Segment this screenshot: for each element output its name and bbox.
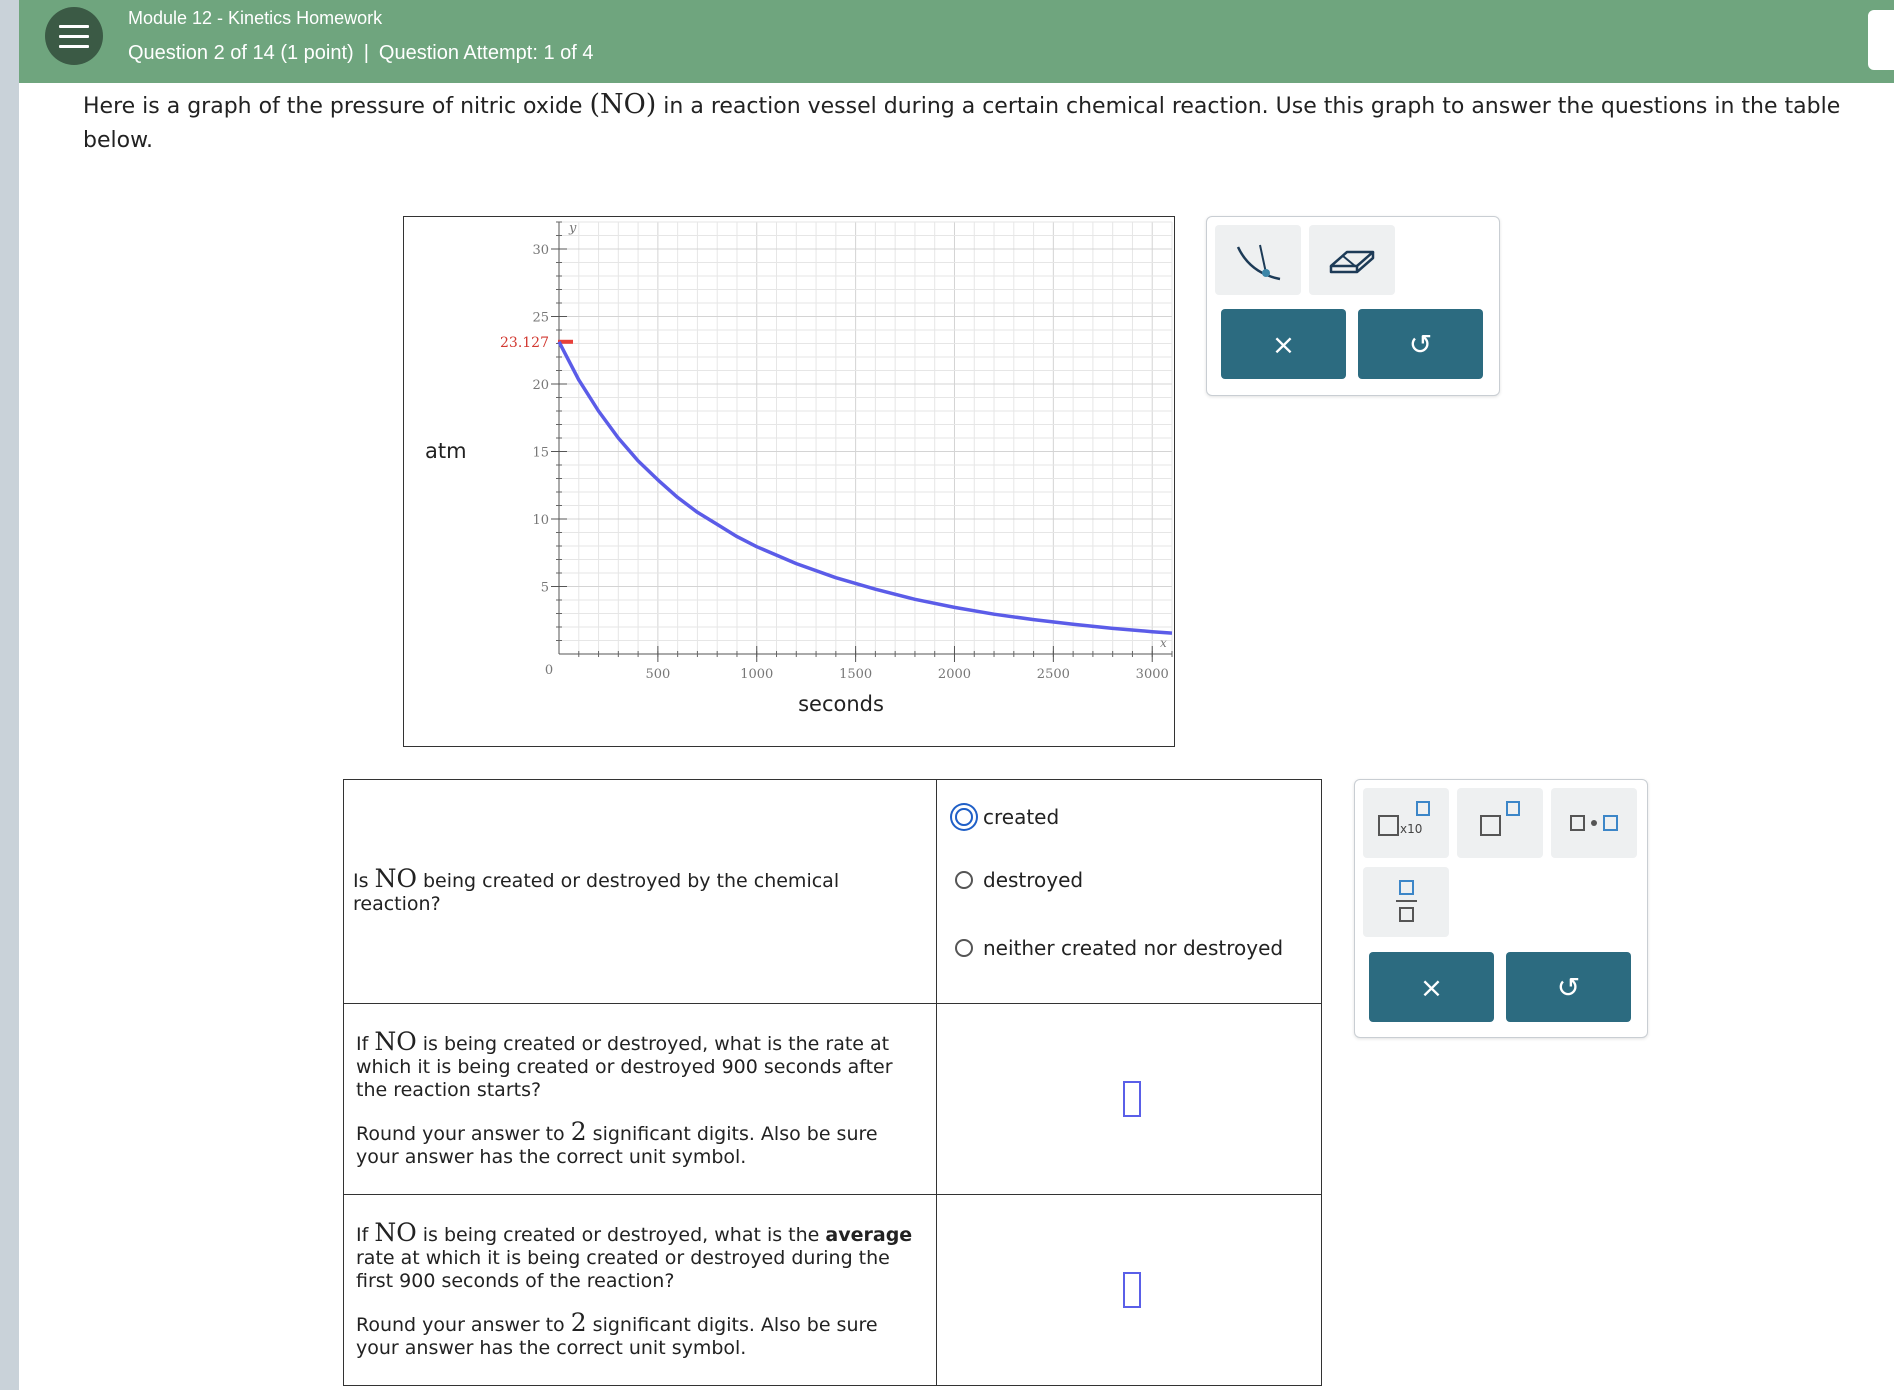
question-number: Question 2 of 14 (1 point) <box>128 42 354 64</box>
multiply-dot-button[interactable] <box>1551 788 1637 858</box>
question-1-cell: Is NO being created or destroyed by the chemical reaction? <box>344 780 937 1004</box>
x-tick-label: 500 <box>645 667 671 682</box>
x-tick-label: 2500 <box>1036 667 1070 682</box>
question-2-cell: If NO is being created or destroyed, what is the rate at which it is being created or destroyed 900 seconds after the reaction starts? Round your answer to 2 significant digits. Also be sure your answer has the correct unit symbol. <box>344 1004 937 1195</box>
curve-tool-button[interactable] <box>1215 225 1301 295</box>
chemical-formula: (NO) <box>589 89 657 120</box>
table-row <box>344 1004 1322 1195</box>
multiply-dot-icon <box>1551 788 1637 858</box>
attempt-info: Question Attempt: 1 of 4 <box>378 42 594 64</box>
y-axis-label: atm <box>425 439 467 463</box>
pressure-graph[interactable] <box>403 216 1175 747</box>
math-input-panel <box>1354 779 1648 1038</box>
answer-3-cell <box>937 1195 1322 1386</box>
y-tick-label: 20 <box>532 378 549 393</box>
y-tick-label: 30 <box>532 243 549 258</box>
x-tick-label: 0 <box>544 663 554 678</box>
radio-neither[interactable] <box>955 939 973 957</box>
x-tick-label: 2000 <box>937 667 972 682</box>
header-separator: | <box>363 42 369 64</box>
average-rate-answer-input[interactable] <box>1123 1272 1141 1308</box>
fraction-button[interactable] <box>1363 867 1449 937</box>
y-tick-label: 10 <box>532 513 549 528</box>
y-tick-label: 15 <box>532 445 549 461</box>
sci-notation-label: x10 <box>1400 822 1423 836</box>
undo-input-button[interactable]: ↺ <box>1506 952 1631 1022</box>
chemical-formula: NO <box>374 864 417 893</box>
x-tick-label: 1000 <box>740 667 774 682</box>
left-edge-bar <box>0 0 19 1390</box>
series-line-no-pressure <box>559 342 1172 633</box>
radio-created[interactable] <box>955 808 973 826</box>
pressure-chart[interactable] <box>404 217 1174 746</box>
question-intro: Here is a graph of the pressure of nitric oxide (NO) in a reaction vessel during a certain chemical reaction. Use this graph to answer the questions in the table below. <box>83 89 1841 153</box>
x-tick-label: 1500 <box>839 667 873 682</box>
superscript-icon <box>1457 788 1543 858</box>
hamburger-icon <box>59 25 89 28</box>
clear-graph-button[interactable]: × <box>1221 309 1346 379</box>
chemical-formula: NO <box>374 1217 417 1247</box>
x-axis-label: seconds <box>798 692 884 716</box>
option-destroyed[interactable]: destroyed <box>955 868 1083 892</box>
eraser-tool-button[interactable] <box>1309 225 1395 295</box>
chemical-formula: NO <box>374 1026 417 1056</box>
option-neither[interactable]: neither created nor destroyed <box>955 936 1283 960</box>
undo-graph-button[interactable]: ↺ <box>1358 309 1483 379</box>
answer-1-cell <box>937 780 1322 1004</box>
y-tick-label: 5 <box>540 580 549 596</box>
question-info-line <box>128 42 593 65</box>
curve-point-icon <box>1228 235 1288 285</box>
superscript-button[interactable] <box>1457 788 1543 858</box>
x-axis-symbol: x <box>1160 636 1167 650</box>
sci-notation-icon <box>1363 788 1449 858</box>
question-3-cell: If NO is being created or destroyed, what is the average rate at which it is being created or destroyed during the first 900 seconds of the reaction? Round your answer to 2 significant digits. Also be sure your answer has the correct unit symbol. <box>344 1195 937 1386</box>
option-created[interactable]: created <box>955 805 1059 829</box>
x-tick-label: 3000 <box>1135 667 1169 682</box>
answer-2-cell <box>937 1004 1322 1195</box>
clear-input-button[interactable]: × <box>1369 952 1494 1022</box>
fraction-icon <box>1363 867 1449 937</box>
initial-value-label: 23.127 <box>500 334 549 351</box>
graph-tool-panel <box>1206 216 1500 396</box>
header-right-button[interactable] <box>1868 10 1894 70</box>
y-axis-symbol: y <box>569 221 577 236</box>
table-row <box>344 780 1322 1004</box>
eraser-icon <box>1325 238 1379 282</box>
y-tick-label: 25 <box>532 310 549 326</box>
question-table <box>343 779 1322 1386</box>
table-row <box>344 1195 1322 1386</box>
sci-notation-button[interactable] <box>1363 788 1449 858</box>
rate-answer-input[interactable] <box>1123 1081 1141 1117</box>
radio-destroyed[interactable] <box>955 871 973 889</box>
module-title: Module 12 - Kinetics Homework <box>128 8 383 28</box>
menu-button[interactable] <box>45 7 103 65</box>
